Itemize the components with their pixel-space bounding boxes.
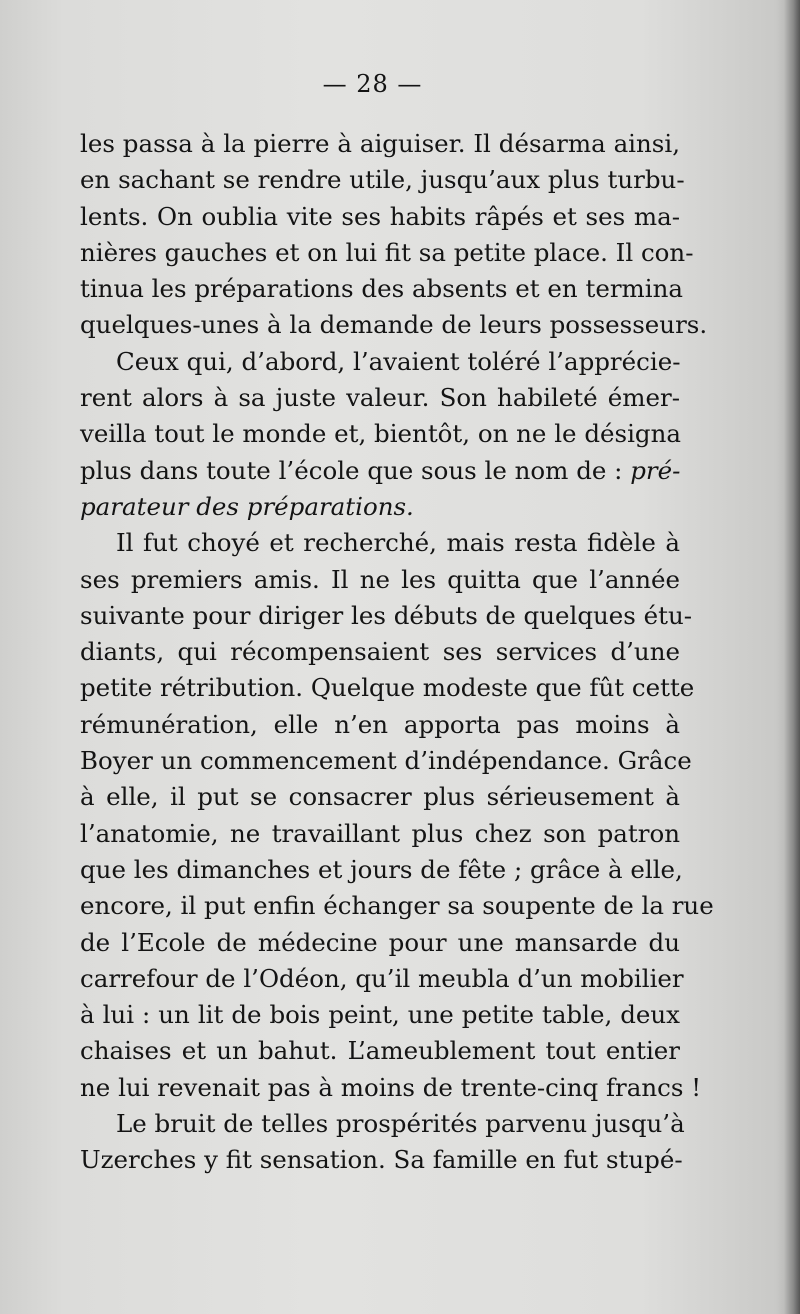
text-line: encore, il put enfin échanger sa soupente de la rue	[80, 891, 714, 921]
text-line: chaises et un bahut. L’ameublement tout entier	[80, 1036, 680, 1066]
text-line: à elle, il put se consacrer plus sérieusement à	[80, 782, 680, 812]
text-line: diants, qui récompensaient ses services d’une	[80, 637, 680, 667]
text-line: tinua les préparations des absents et en termina	[80, 274, 684, 304]
text-line: Ceux qui, d’abord, l’avaient toléré l’apprécie-	[116, 346, 681, 376]
text-line: en sachant se rendre utile, jusqu’aux plus turbu-	[80, 165, 685, 195]
text-line: veilla tout le monde et, bientôt, on ne le désigna	[80, 419, 682, 449]
text-line: quelques-unes à la demande de leurs possesseurs.	[80, 310, 708, 340]
body-text	[80, 126, 714, 1179]
text-line: Boyer un commencement d’indépendance. Grâce	[80, 746, 692, 776]
text-line: à lui : un lit de bois peint, une petite table, deux	[80, 1000, 680, 1030]
text-line: ses premiers amis. Il ne les quitta que l’année	[80, 564, 680, 594]
text-line: lents. On oublia vite ses habits râpés et ses ma-	[80, 201, 680, 231]
page-number: — 28 —	[322, 70, 423, 98]
text-line: Uzerches y fit sensation. Sa famille en fut stupé-	[80, 1145, 683, 1175]
page-edge-shadow	[784, 0, 800, 1314]
text-line: suivante pour diriger les débuts de quelques étu-	[80, 600, 693, 630]
text-line: carrefour de l’Odéon, qu’il meubla d’un mobilier	[80, 963, 684, 993]
text-line: nières gauches et on lui fit sa petite place. Il con-	[80, 237, 694, 267]
text-line: de l’Ecole de médecine pour une mansarde du	[80, 927, 680, 957]
text-line: l’anatomie, ne travaillant plus chez son patron	[80, 818, 680, 848]
text-line: rémunération, elle n’en apporta pas moins à	[80, 709, 680, 739]
text-line: que les dimanches et jours de fête ; grâce à elle,	[80, 854, 683, 884]
text-line: parateur des préparations.	[80, 491, 414, 521]
text-line: petite rétribution. Quelque modeste que fût cette	[80, 673, 695, 703]
text-line: les passa à la pierre à aiguiser. Il désarma ainsi,	[80, 129, 680, 158]
text-line: ne lui revenait pas à moins de trente-cinq francs !	[80, 1072, 702, 1102]
text-line: rent alors à sa juste valeur. Son habileté émer-	[80, 383, 680, 413]
text-line: Le bruit de telles prospérités parvenu jusqu’à	[116, 1109, 685, 1139]
text-line: plus dans toute l’école que sous le nom de : pré-	[80, 455, 681, 485]
text-line: Il fut choyé et recherché, mais resta fidèle à	[116, 528, 680, 558]
